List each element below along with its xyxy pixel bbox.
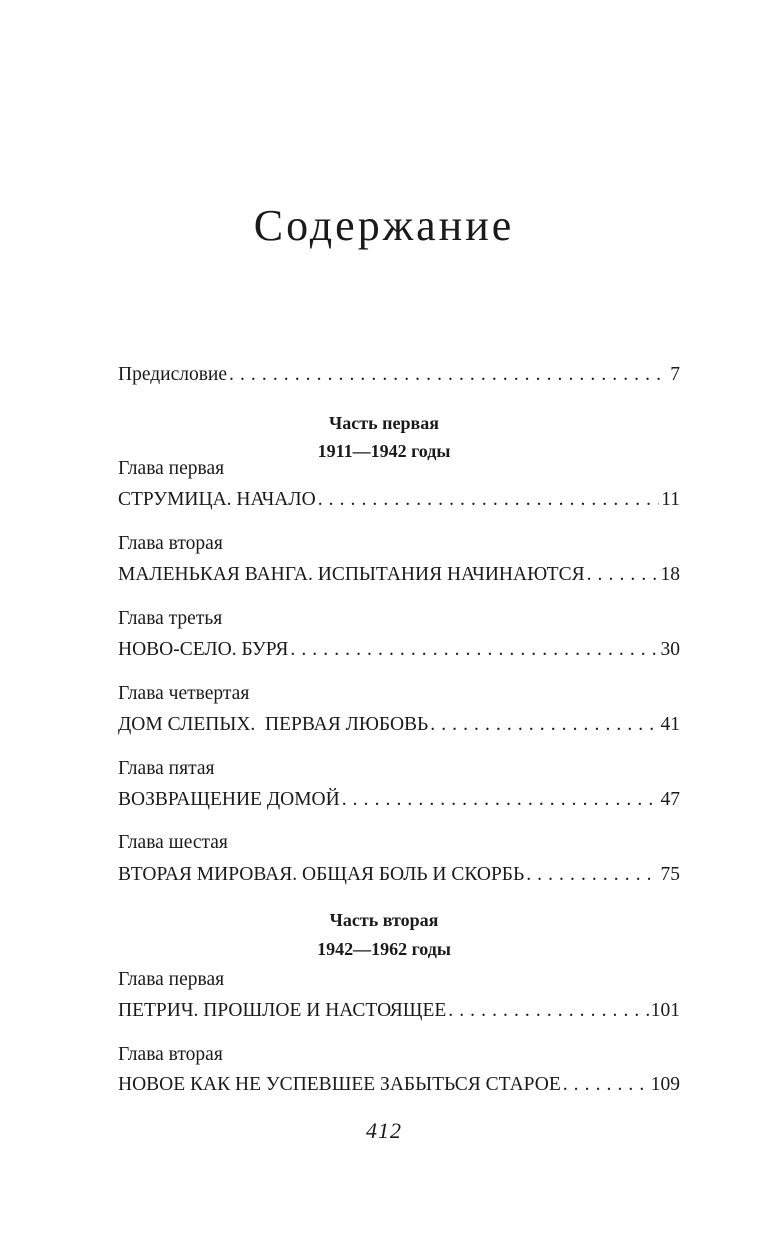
toc-entry[interactable] bbox=[118, 486, 680, 514]
toc-entry[interactable] bbox=[118, 861, 680, 889]
dot-leader bbox=[563, 1071, 649, 1099]
toc-entry-preface[interactable] bbox=[118, 361, 680, 389]
toc-entry-label: НОВОЕ КАК НЕ УСПЕВШЕЕ ЗАБЫТЬСЯ СТАРОЕ bbox=[118, 1074, 561, 1095]
chapter-heading: Глава первая bbox=[118, 458, 225, 479]
dot-leader bbox=[430, 711, 658, 739]
toc-entry-label: ВОЗВРАЩЕНИЕ ДОМОЙ bbox=[118, 789, 340, 810]
dot-leader bbox=[229, 361, 668, 389]
chapter-heading: Глава вторая bbox=[118, 1044, 223, 1065]
toc-page-number: 11 bbox=[661, 489, 680, 510]
toc-entry[interactable] bbox=[118, 1071, 680, 1099]
toc-entry-label: ДОМ СЛЕПЫХ. ПЕРВАЯ ЛЮБОВЬ bbox=[118, 714, 429, 735]
chapter-heading: Глава пятая bbox=[118, 758, 215, 779]
toc-entry-label: НОВО-СЕЛО. БУРЯ bbox=[118, 639, 289, 660]
dot-leader bbox=[587, 561, 659, 589]
chapter-heading: Глава третья bbox=[118, 608, 223, 629]
part-years: 1942—1962 годы bbox=[317, 939, 451, 959]
toc-entry-label: ВТОРАЯ МИРОВАЯ. ОБЩАЯ БОЛЬ И СКОРБЬ bbox=[118, 864, 525, 885]
chapter-heading: Глава шестая bbox=[118, 832, 228, 853]
toc-entry[interactable] bbox=[118, 561, 680, 589]
toc-entry[interactable] bbox=[118, 636, 680, 664]
toc-entry[interactable] bbox=[118, 711, 680, 739]
chapter-heading: Глава вторая bbox=[118, 533, 223, 554]
page-number-folio: 412 bbox=[366, 1118, 402, 1143]
toc-entry-label: СТРУМИЦА. НАЧАЛО bbox=[118, 489, 316, 510]
toc-page-number: 75 bbox=[660, 864, 680, 885]
dot-leader bbox=[448, 997, 648, 1025]
dot-leader bbox=[526, 861, 658, 889]
toc-entry-label: МАЛЕНЬКАЯ ВАНГА. ИСПЫТАНИЯ НАЧИНАЮТСЯ bbox=[118, 564, 585, 585]
toc-entry-label: ПЕТРИЧ. ПРОШЛОЕ И НАСТОЯЩЕЕ bbox=[118, 1000, 447, 1021]
toc-page-number: 101 bbox=[650, 1000, 680, 1021]
dot-leader bbox=[342, 786, 659, 814]
chapter-heading: Глава первая bbox=[118, 969, 225, 990]
page-title: Содержание bbox=[253, 201, 515, 250]
toc-page-number: 18 bbox=[660, 564, 680, 585]
toc-entry[interactable] bbox=[118, 786, 680, 814]
part-heading: Часть вторая bbox=[329, 910, 439, 930]
toc-page-number: 47 bbox=[660, 789, 680, 810]
toc-entry-label: Предисловие bbox=[118, 364, 228, 385]
toc-page-number: 30 bbox=[660, 639, 680, 660]
toc-entry[interactable] bbox=[118, 997, 680, 1025]
toc-page-number: 109 bbox=[650, 1074, 680, 1095]
part-heading: Часть первая bbox=[329, 413, 439, 433]
dot-leader bbox=[318, 486, 660, 514]
toc-page-number: 41 bbox=[660, 714, 680, 735]
part-years: 1911—1942 годы bbox=[317, 441, 451, 461]
chapter-heading: Глава четвертая bbox=[118, 683, 250, 704]
toc-page-number: 7 bbox=[670, 364, 680, 385]
dot-leader bbox=[290, 636, 658, 664]
